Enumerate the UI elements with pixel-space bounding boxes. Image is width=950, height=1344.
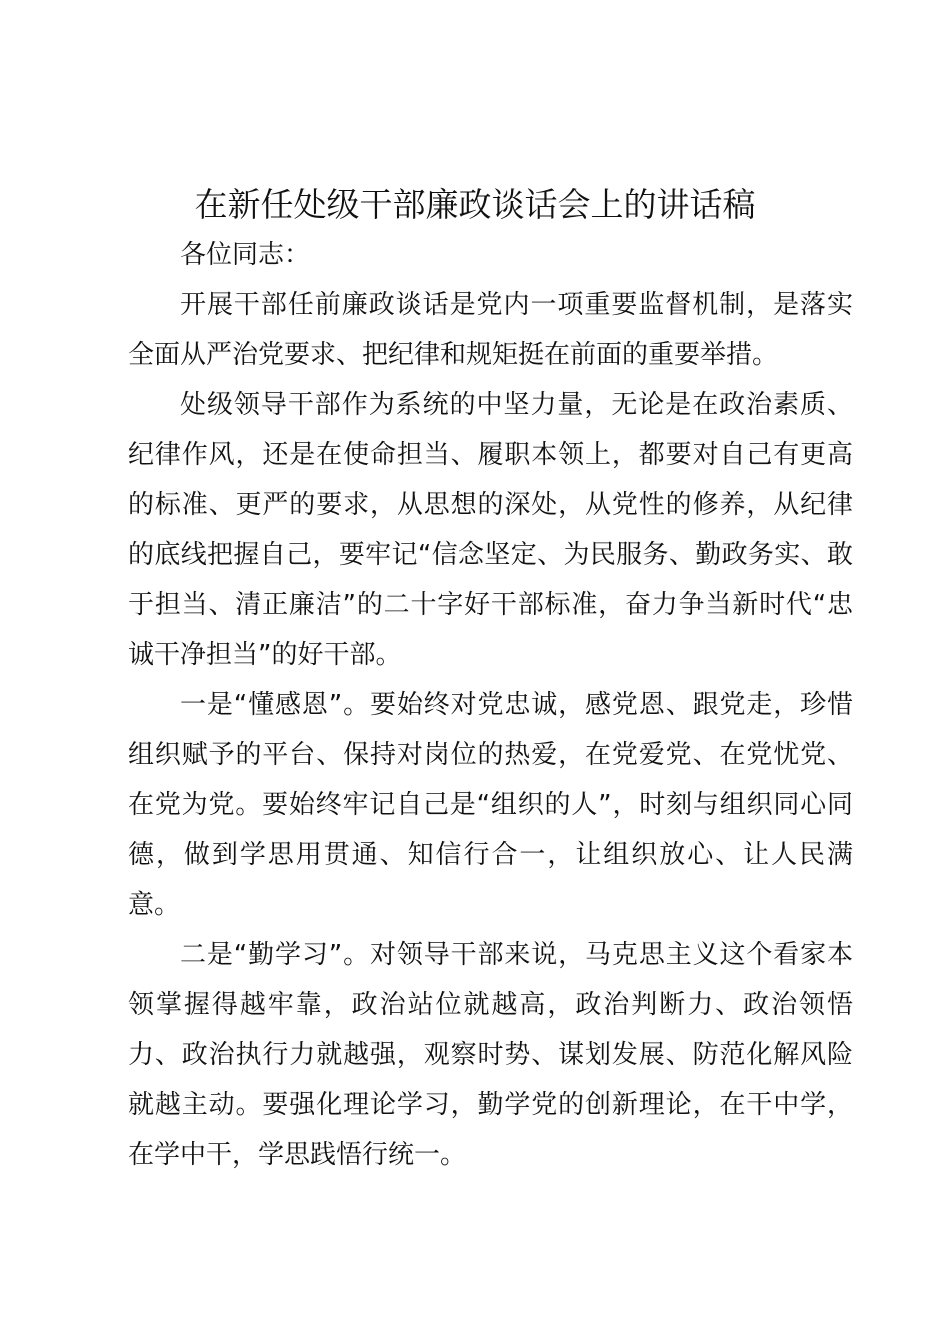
paragraph-intro: 开展干部任前廉政谈话是党内一项重要监督机制，是落实全面从严治党要求、把纪律和规矩挺在前面的重要举措。 (128, 290, 853, 370)
document-title: 在新任处级干部廉政谈话会上的讲话稿 (194, 185, 756, 224)
salutation: 各位同志： (180, 240, 311, 270)
document-body (128, 230, 853, 1180)
paragraph-standards: 处级领导干部作为系统的中坚力量，无论是在政治素质、纪律作风，还是在使命担当、履职本领上，都要对自己有更高的标准、更严的要求，从思想的深处，从党性的修养，从纪律的底线把握自己，要牢记“信念坚定、为民服务、勤政务实、敢于担当、清正廉洁”的二十字好干部标准，奋力争当新时代“忠诚干净担当”的好干部。 (128, 390, 853, 670)
paragraph-gratitude: 一是“懂感恩”。要始终对党忠诚，感党恩、跟党走，珍惜组织赋予的平台、保持对岗位的热爱，在党爱党、在党忧党、在党为党。要始终牢记自己是“组织的人”，时刻与组织同心同德，做到学思用贯通、知信行合一，让组织放心、让人民满意。 (128, 690, 853, 920)
paragraph-study: 二是“勤学习”。对领导干部来说，马克思主义这个看家本领掌握得越牢靠，政治站位就越高，政治判断力、政治领悟力、政治执行力就越强，观察时势、谋划发展、防范化解风险就越主动。要强化理论学习，勤学党的创新理论，在干中学，在学中干，学思践悟行统一。 (128, 940, 853, 1170)
